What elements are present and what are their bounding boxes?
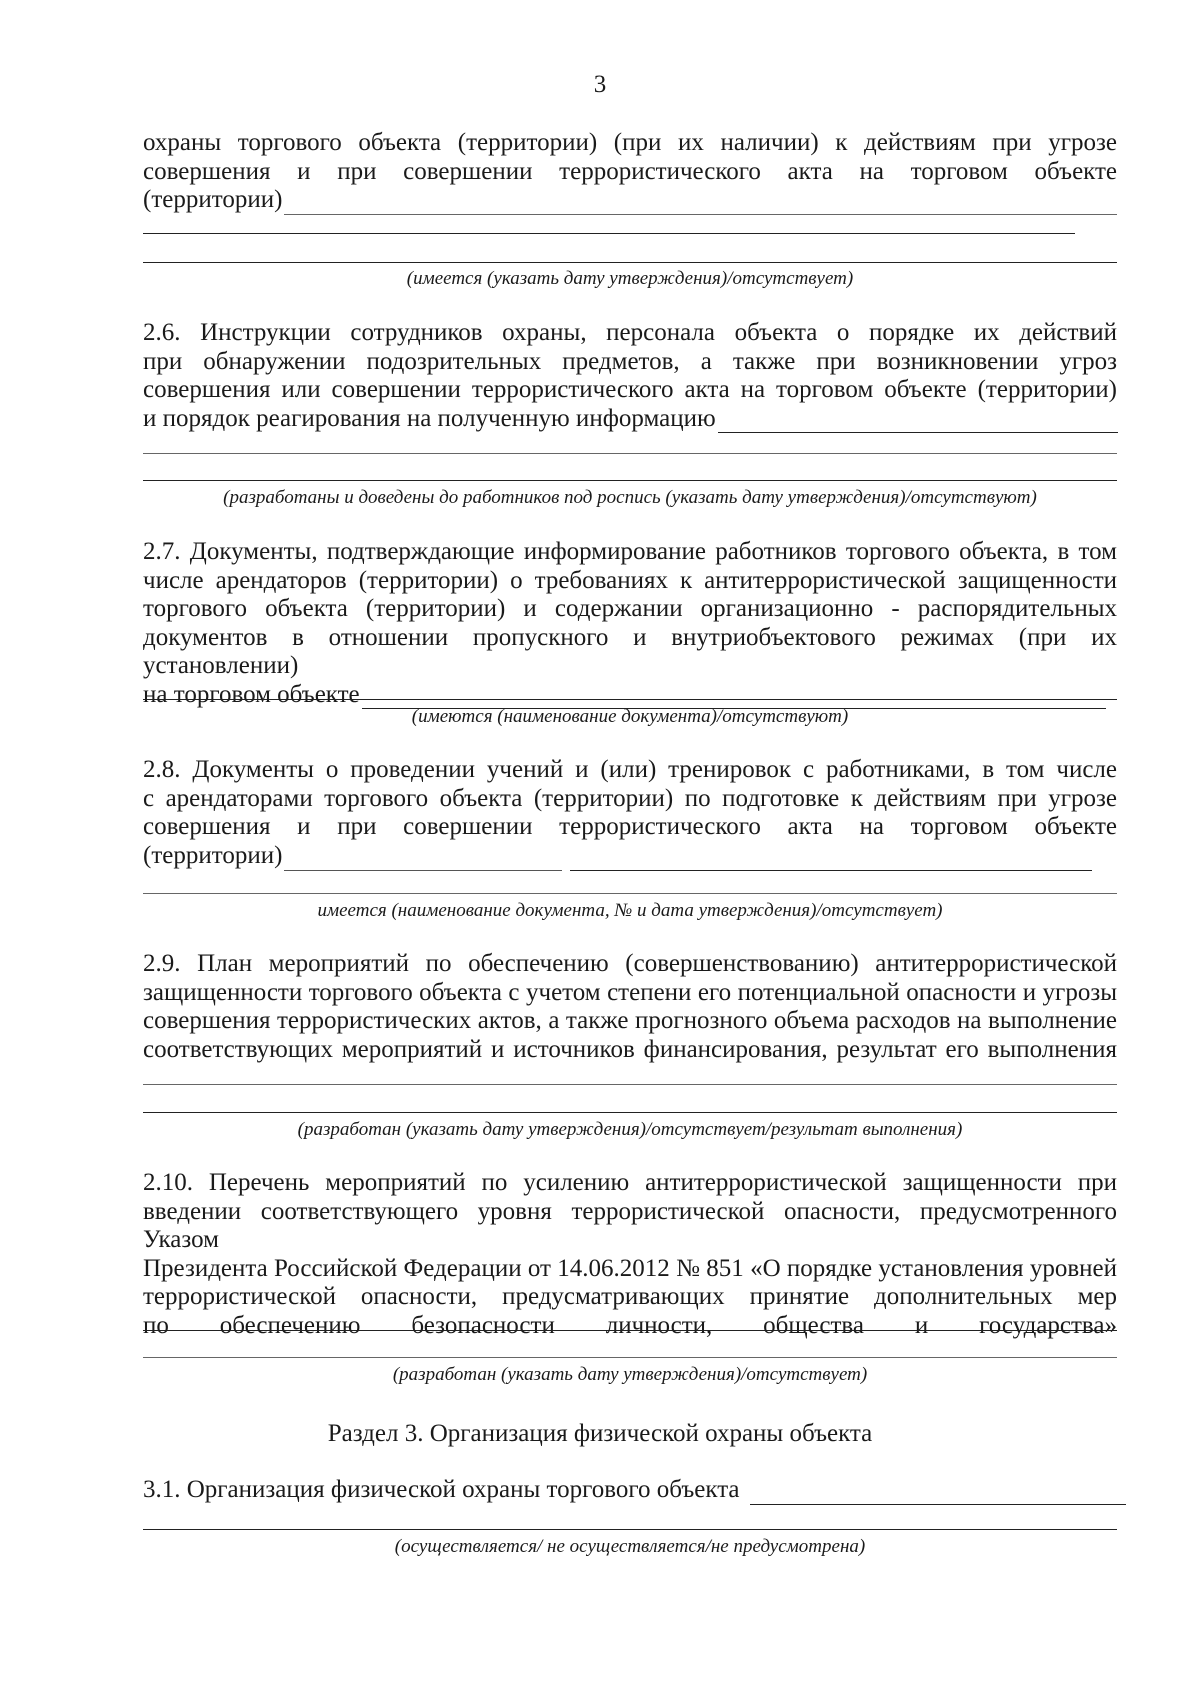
field-caption: (имеется (указать дату утверждения)/отсутствует) <box>406 268 854 289</box>
paragraph-line: 2.10. Перечень мероприятий по усилению антитеррористической защищенности при <box>143 1169 1117 1196</box>
paragraph-line-with-blank <box>143 186 1117 215</box>
paragraph-line: 2.9. План мероприятий по обеспечению (совершенствованию) антитеррористической <box>143 950 1117 977</box>
page-number: 3 <box>593 71 607 98</box>
paragraph-line: 3.1. Организация физической охраны торгового объекта <box>143 1476 740 1503</box>
paragraph-line: (территории) <box>143 186 283 213</box>
blank-field[interactable] <box>718 410 1118 433</box>
section-2-5 <box>143 129 1117 215</box>
paragraph-line-with-blank <box>143 405 1117 434</box>
field-caption: (имеются (наименование документа)/отсутствуют) <box>411 706 849 727</box>
paragraph-line: совершения и при совершении террористического акта на торговом объекте <box>143 813 1117 840</box>
section-3-1 <box>143 1476 1117 1505</box>
paragraph-line: на торговом объекте <box>143 680 360 708</box>
paragraph-line: соответствующих мероприятий и источников финансирования, результат его выполнения <box>143 1035 1117 1063</box>
blank-field[interactable] <box>143 1529 1117 1530</box>
blank-field[interactable] <box>143 1112 1117 1113</box>
blank-field[interactable] <box>143 1357 1117 1358</box>
field-caption: (разработан (указать дату утверждения)/отсутствует) <box>392 1364 868 1385</box>
blank-field[interactable] <box>143 453 1117 454</box>
paragraph-line: совершения террористических актов, а также прогнозного объема расходов на выполнение <box>143 1007 1117 1034</box>
paragraph-line: числе арендаторов (территории) о требованиях к антитеррористической защищенности <box>143 566 1117 594</box>
paragraph-line: введении соответствующего уровня террористической опасности, предусмотренного Указом <box>143 1197 1117 1253</box>
field-caption: (разработаны и доведены до работников под роспись (указать дату утверждения)/отсутствуют) <box>223 487 1037 508</box>
paragraph-line: торгового объекта (территории) и содержании организационно - распорядительных <box>143 595 1117 622</box>
paragraph-line: охраны торгового объекта (территории) (при их наличии) к действиям при угрозе <box>143 129 1117 156</box>
section-2-9 <box>143 950 1117 1064</box>
section-2-7 <box>143 538 1117 709</box>
paragraph-line: защищенности торгового объекта с учетом степени его потенциальной опасности и угрозы <box>143 978 1117 1006</box>
blank-field-group <box>284 848 1117 870</box>
paragraph-line: (территории) <box>143 841 283 869</box>
field-caption: (разработан (указать дату утверждения)/отсутствует/результат выполнения) <box>297 1119 963 1140</box>
blank-field[interactable] <box>284 192 1117 215</box>
paragraph-line: по обеспечению безопасности личности, общества и государства» <box>143 1311 1117 1339</box>
field-caption: имеется (наименование документа, № и дата утверждения)/отсутствует) <box>317 900 943 921</box>
paragraph-line: и порядок реагирования на полученную информацию <box>143 404 716 432</box>
paragraph-line-with-blank <box>143 1476 1117 1505</box>
section-2-6 <box>143 319 1117 433</box>
blank-field[interactable] <box>143 262 1117 263</box>
paragraph-line: террористической опасности, предусматривающих принятие дополнительных мер <box>143 1283 1117 1310</box>
blank-field[interactable] <box>143 480 1117 481</box>
paragraph-line: Президента Российской Федерации от 14.06.2012 № 851 «О порядке установления уровней <box>143 1254 1117 1282</box>
paragraph-line: совершения или совершении террористического акта на торговом объекте (территории) <box>143 376 1117 403</box>
blank-field[interactable] <box>284 848 562 871</box>
paragraph-line-with-blank <box>143 681 1117 710</box>
blank-field[interactable] <box>143 1084 1117 1085</box>
blank-field[interactable] <box>750 1482 1126 1505</box>
section-2-10 <box>143 1169 1117 1340</box>
blank-field[interactable] <box>143 1330 1117 1331</box>
section-2-8 <box>143 756 1117 870</box>
blank-field[interactable] <box>143 699 1117 700</box>
section-heading: Раздел 3. Организация физической охраны объекта <box>327 1420 873 1447</box>
paragraph-line: 2.7. Документы, подтверждающие информирование работников торгового объекта, в том <box>143 538 1117 565</box>
blank-field[interactable] <box>143 233 1075 234</box>
paragraph-line: совершения и при совершении террористического акта на торговом объекте <box>143 157 1117 185</box>
paragraph-line: 2.6. Инструкции сотрудников охраны, персонала объекта о порядке их действий <box>143 319 1117 346</box>
paragraph-line: документов в отношении пропускного и внутриобъектового режимах (при их установлении) <box>143 623 1117 679</box>
field-caption: (осуществляется/ не осуществляется/не предусмотрена) <box>394 1536 866 1557</box>
paragraph-line: 2.8. Документы о проведении учений и (или) тренировок с работниками, в том числе <box>143 756 1117 783</box>
blank-field[interactable] <box>570 848 1092 871</box>
paragraph-line-with-blank <box>143 842 1117 871</box>
paragraph-line: с арендаторами торгового объекта (территории) по подготовке к действиям при угрозе <box>143 784 1117 812</box>
paragraph-line: при обнаружении подозрительных предметов, а также при возникновении угроз <box>143 347 1117 375</box>
blank-field[interactable] <box>143 893 1117 894</box>
